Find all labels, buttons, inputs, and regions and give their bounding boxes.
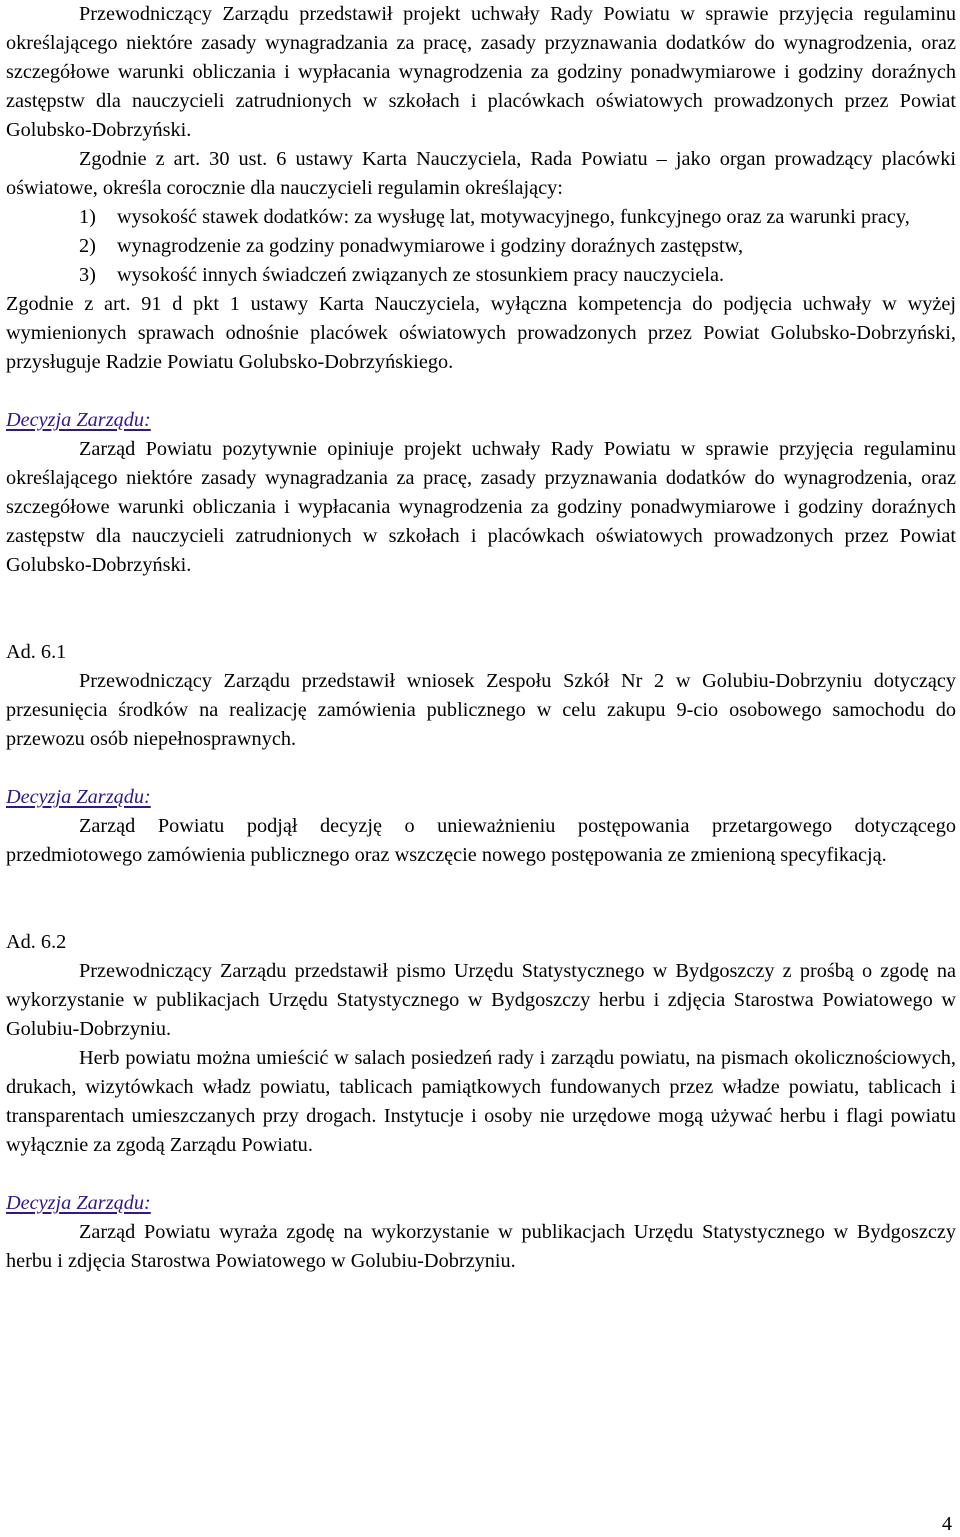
list-item-number: 1)	[79, 206, 96, 228]
list-item	[6, 232, 956, 261]
list-item-text: wysokość stawek dodatków: za wysługę lat, motywacyjnego, funkcyjnego oraz za warunki pracy,	[117, 206, 910, 228]
spacer	[6, 870, 956, 928]
decision-text-1: Zarząd Powiatu pozytywnie opiniuje projekt uchwały Rady Powiatu w sprawie przyjęcia regulaminu określającego niektóre zasady wynagradzania za pracę, zasady przyznawania dodatków do wynagrodzenia, oraz szczegółowe warunki obliczania i wypłacania wynagrodzenia za godziny ponadwymiarowe i godziny doraźnych zastępstw dla nauczycieli zatrudnionych w szkołach i placówkach oświatowych prowadzonych przez Powiat Golubsko-Dobrzyński.	[6, 438, 956, 576]
list-item	[6, 203, 956, 232]
list-item-text: wynagrodzenie za godziny ponadwymiarowe i godziny doraźnych zastępstw,	[117, 235, 744, 257]
decision-text-2: Zarząd Powiatu podjął decyzję o unieważnieniu postępowania przetargowego dotyczącego przedmiotowego zamówienia publicznego oraz wszczęcie nowego postępowania ze zmienioną specyfikacją.	[6, 815, 956, 866]
spacer	[6, 580, 956, 638]
list-item-number: 3)	[79, 264, 96, 286]
page-number: 4	[941, 1513, 952, 1535]
section-heading-6-1: Ad. 6.1	[6, 641, 67, 663]
decision-label	[6, 406, 956, 435]
paragraph-6-2-a: Przewodniczący Zarządu przedstawił pismo Urzędu Statystycznego w Bydgoszczy z prośbą o zgodę na wykorzystanie w publikacjach Urzędu Statystycznego w Bydgoszczy herbu i zdjęcia Starostwa Powiatowego w Golubiu-Dobrzyniu.	[6, 960, 956, 1040]
decision-label-text: Decyzja Zarządu:	[6, 1192, 151, 1214]
document-page	[6, 0, 956, 1276]
paragraph-art-30: Zgodnie z art. 30 ust. 6 ustawy Karta Nauczyciela, Rada Powiatu – jako organ prowadzący placówki oświatowe, określa corocznie dla nauczycieli regulamin określający:	[6, 148, 956, 199]
paragraph-6-2-b: Herb powiatu można umieścić w salach posiedzeń rady i zarządu powiatu, na pismach okolicznościowych, drukach, wizytówkach władz powiatu, tablicach pamiątkowych fundowanych przez władze powiatu, tablicach i transparentach umieszczanych przy drogach. Instytucje i osoby nie urzędowe mogą używać herbu i flagi powiatu wyłącznie za zgodą Zarządu Powiatu.	[6, 1047, 956, 1156]
paragraph-projekt-uchwaly: Przewodniczący Zarządu przedstawił projekt uchwały Rady Powiatu w sprawie przyjęcia regulaminu określającego niektóre zasady wynagradzania za pracę, zasady przyznawania dodatków do wynagrodzenia, oraz szczegółowe warunki obliczania i wypłacania wynagrodzenia za godziny ponadwymiarowe i godziny doraźnych zastępstw dla nauczycieli zatrudnionych w szkołach i placówkach oświatowych prowadzonych przez Powiat Golubsko-Dobrzyński.	[6, 3, 956, 141]
paragraph-art-91: Zgodnie z art. 91 d pkt 1 ustawy Karta Nauczyciela, wyłączna kompetencja do podjęcia uchwały w wyżej wymienionych sprawach odnośnie placówek oświatowych prowadzonych przez Powiat Golubsko-Dobrzyński, przysługuje Radzie Powiatu Golubsko-Dobrzyńskiego.	[6, 293, 956, 373]
regulation-list	[6, 203, 956, 290]
paragraph-6-1: Przewodniczący Zarządu przedstawił wniosek Zespołu Szkół Nr 2 w Golubiu-Dobrzyniu dotyczący przesunięcia środków na realizację zamówienia publicznego w celu zakupu 9-cio osobowego samochodu do przewozu osób niepełnosprawnych.	[6, 670, 956, 750]
decision-label	[6, 783, 956, 812]
list-item	[6, 261, 956, 290]
spacer	[6, 754, 956, 783]
list-item-text: wysokość innych świadczeń związanych ze stosunkiem pracy nauczyciela.	[117, 264, 725, 286]
decision-label-text: Decyzja Zarządu:	[6, 786, 151, 808]
decision-text-3: Zarząd Powiatu wyraża zgodę na wykorzystanie w publikacjach Urzędu Statystycznego w Bydgoszczy herbu i zdjęcia Starostwa Powiatowego w Golubiu-Dobrzyniu.	[6, 1221, 956, 1272]
decision-label	[6, 1189, 956, 1218]
list-item-number: 2)	[79, 235, 96, 257]
spacer	[6, 377, 956, 406]
decision-label-text: Decyzja Zarządu:	[6, 409, 151, 431]
section-heading-6-2: Ad. 6.2	[6, 931, 67, 953]
spacer	[6, 1160, 956, 1189]
